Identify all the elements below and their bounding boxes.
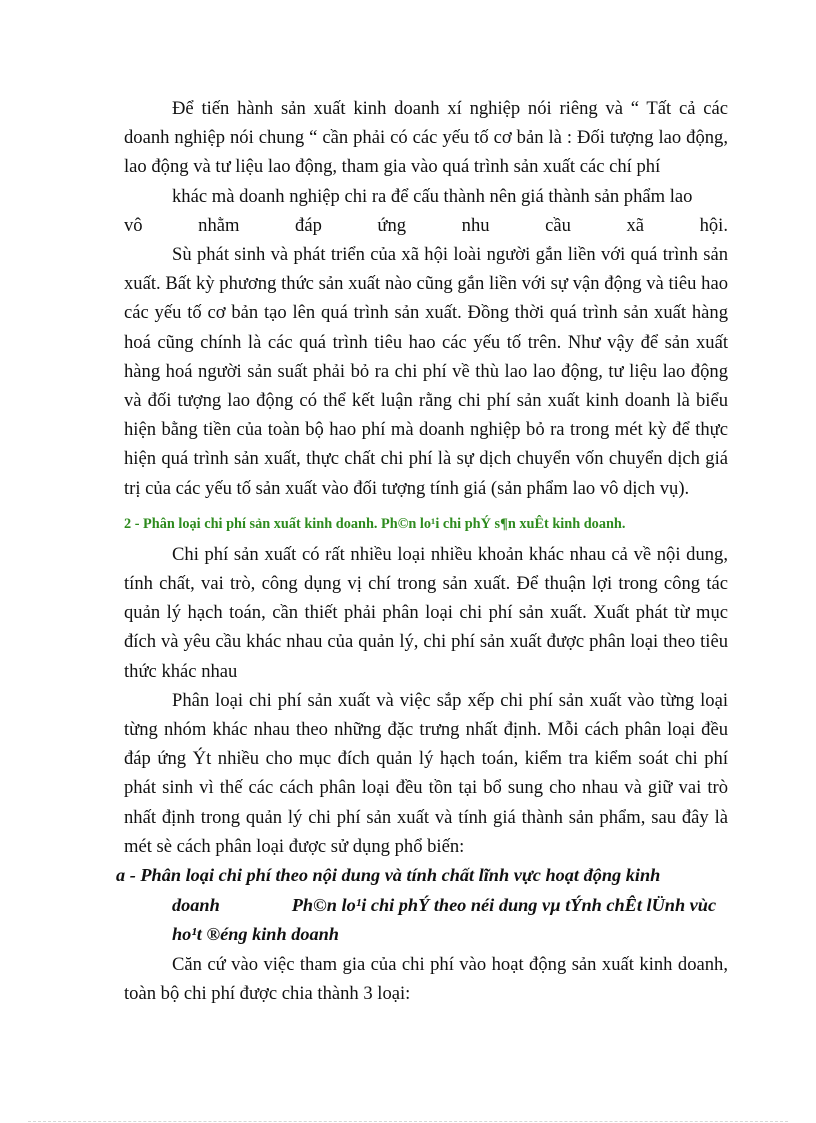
- paragraph-section2-2: Phân loại chi phí sản xuất và việc sắp xếp chi phí sản xuất vào từng loại từng nhóm khác nhau theo những đặc trưng nhất định. Mỗi cách phân loại đều đáp ứng Ýt nhiều cho mục đích quản lý hạch toán, kiểm tra kiểm soát chi phí phát sinh vì thế các cách phân loại đều tồn tại bổ sung cho nhau và giữ vai trò nhất định trong quản lý chi phí sản xuất và tính giá thành sản phẩm, sau đây là mét sè cách phân loại được sử dụng phổ biến:: [124, 689, 728, 857]
- paragraph-final: Căn cứ vào việc tham gia của chi phí vào hoạt động sản xuất kinh doanh, toàn bộ chi phí được chia thành 3 loại:: [124, 953, 728, 1005]
- section-a-heading-line2-part1: doanh: [172, 894, 220, 915]
- section-a-heading-line2-part2: Ph©n lo¹i chi phÝ theo néi dung vµ tÝnh chÊt lÜnh vùc: [291, 894, 717, 915]
- paragraph-intro-2: khác mà doanh nghiệp chi ra để cấu thành nên giá thành sản phẩm lao: [172, 185, 693, 207]
- section-a-heading-line1: a - Phân loại chi phí theo nội dung và tính chất lĩnh vực hoạt động kinh: [116, 865, 661, 886]
- document-body: [116, 94, 728, 1008]
- page-bottom-divider: [28, 1121, 788, 1122]
- paragraph-intro-1: Để tiến hành sản xuất kinh doanh xí nghiệp nói riêng và “ Tất cả các doanh nghiệp nói chung “ cần phải có các yếu tố cơ bản là : Đối tượng lao động, lao động và tư liệu lao động, tham gia vào quá trình sản xuất các chí phí: [124, 98, 728, 178]
- section-a-heading-continuation: [116, 891, 732, 950]
- section-2-heading: 2 - Phân loại chi phí sản xuất kinh doanh. Ph©n lo¹i chi phÝ s¶n xuÊt kinh doanh.: [124, 515, 626, 532]
- paragraph-intro-3: vô nhằm đáp ứng nhu cầu xã hội.: [124, 214, 728, 236]
- section-a-heading: [116, 861, 732, 950]
- paragraph-intro-4: Sù phát sinh và phát triển của xã hội loài người gắn liền với quá trình sản xuất. Bất kỳ phương thức sản xuất nào cũng gắn liền với sự vận động và tiêu hao các yếu tố cơ bản tạo lên quá trình sản xuất. Đồng thời quá trình sản xuất hàng hoá cũng chính là các quá trình tiêu hao các yếu tố trên. Như vậy để sản xuất hàng hoá người sản suất phải bỏ ra chi phí về thù lao lao động, tư liệu lao động và đối tượng lao động có thể kết luận rằng chi phí sản xuất kinh doanh là biểu hiện bằng tiền của toàn bộ hao phí mà doanh nghiệp bỏ ra trong mét kỳ để thực hiện quá trình sản xuất, thực chất chi phí là sự dịch chuyển vốn chuyển dịch giá trị của các yếu tố sản xuất vào đối tượng tính giá (sản phẩm lao vô dịch vụ).: [124, 244, 728, 499]
- paragraph-section2-1: Chi phí sản xuất có rất nhiều loại nhiều khoản khác nhau cả về nội dung, tính chất, vai trò, công dụng vị chí trong sản xuất. Để thuận lợi trong công tác quản lý hạch toán, cần thiết phải phân loại chi phí sản xuất. Xuất phát từ mục đích và yêu cầu khác nhau của quản lý, chi phí sản xuất được phân loại theo tiêu thức khác nhau: [124, 543, 728, 682]
- section-a-heading-line3: ho¹t ®éng kinh doanh: [172, 924, 339, 945]
